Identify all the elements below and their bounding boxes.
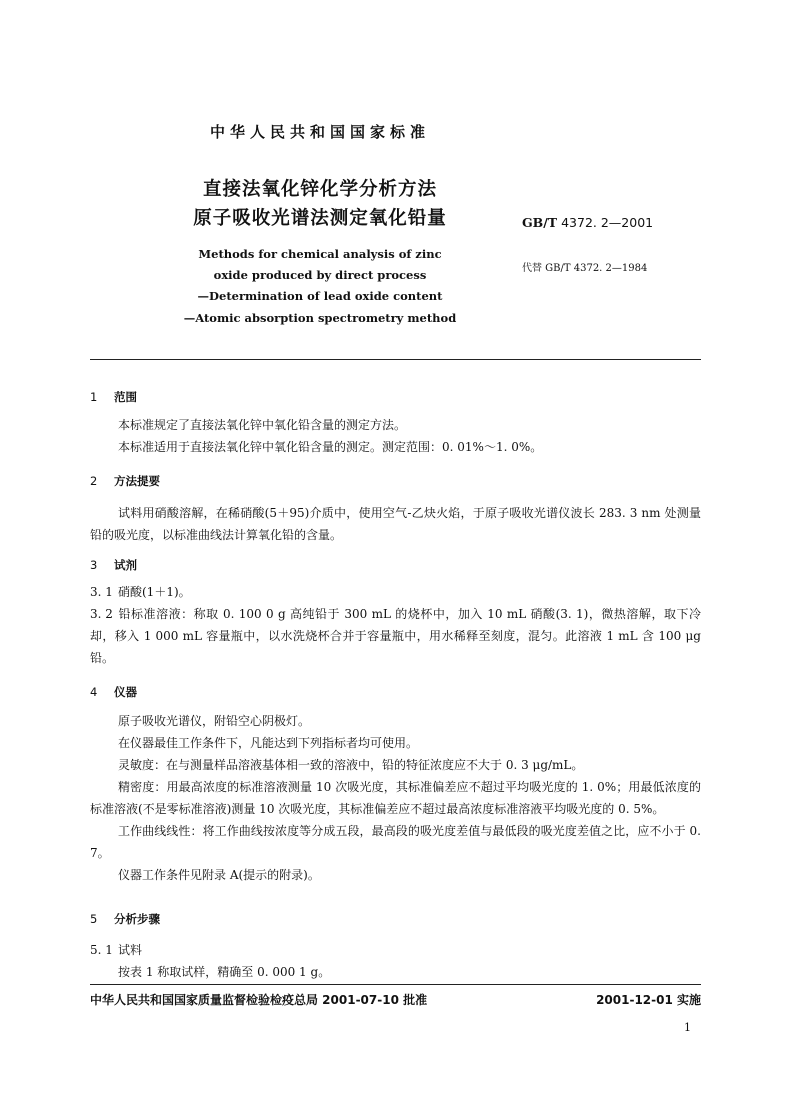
paragraph: 工作曲线线性：将工作曲线按浓度等分成五段，最高段的吸光度差值与最低段的吸光度差值之比，应不小于 0. 7。 <box>90 824 701 860</box>
title-en-line-1: Methods for chemical analysis of zinc <box>198 247 442 261</box>
title-cn-line-1: 直接法氧化锌化学分析方法 <box>202 179 437 200</box>
paragraph: 按表 1 称取试样，精确至 0. 000 1 g。 <box>118 965 331 979</box>
item-text: 硝酸(1＋1)。 <box>118 585 191 599</box>
issuing-nation: 中华人民共和国国家标准 <box>209 123 430 141</box>
section-number: 5 <box>90 912 98 926</box>
title-cn-line-2: 原子吸收光谱法测定氧化铅量 <box>193 208 447 229</box>
section-4-body <box>90 710 701 886</box>
section-1-body <box>90 414 701 458</box>
section-3-body <box>90 581 701 669</box>
section-title: 试剂 <box>114 558 137 572</box>
section-number: 4 <box>90 685 98 699</box>
section-number: 3 <box>90 558 98 572</box>
section-5-body <box>90 939 701 983</box>
standard-code-prefix: GB/T <box>522 215 558 230</box>
section-4-heading <box>90 684 137 700</box>
item-text: 试料 <box>118 943 143 957</box>
item-text: 铅标准溶液：称取 0. 100 0 g 高纯铅于 300 mL 的烧杯中，加入 10 mL 硝酸(3. 1)，微热溶解，取下冷却，移入 1 000 mL 容量瓶中，以水洗烧杯合并于容量瓶中，用水稀释至刻度，混匀。此溶液 1 mL 含 100 μg 铅。 <box>90 607 701 665</box>
item-number: 3. 1 <box>90 585 113 599</box>
paragraph: 本标准适用于直接法氧化锌中氧化铅含量的测定。测定范围：0. 01%～1. 0%。 <box>118 440 543 454</box>
section-2-heading <box>90 473 160 489</box>
standard-code <box>522 215 653 230</box>
reagent-item <box>90 581 701 603</box>
paragraph: 精密度：用最高浓度的标准溶液测量 10 次吸光度，其标准偏差应不超过平均吸光度的 1. 0%；用最低浓度的标准溶液(不是零标准溶液)测量 10 次吸光度，其标准偏差应不超过最高浓度标准溶液平均吸光度的 0. 5%。 <box>90 780 701 816</box>
replaces-standard: 代替 GB/T 4372. 2—1984 <box>522 263 648 274</box>
section-title: 仪器 <box>114 685 137 699</box>
item-number: 5. 1 <box>90 943 113 957</box>
title-en-line-2: oxide produced by direct process <box>213 268 427 282</box>
header-rule <box>90 359 701 360</box>
section-1-heading <box>90 389 137 405</box>
section-title: 方法提要 <box>114 474 160 488</box>
approval-line: 中华人民共和国国家质量监督检验检疫总局 2001-07-10 批准 <box>90 993 428 1007</box>
section-title: 范围 <box>114 390 137 404</box>
section-3-heading <box>90 557 137 573</box>
footer-rule <box>90 984 701 985</box>
subsection-heading <box>90 939 701 961</box>
title-en-line-3: —Determination of lead oxide content <box>197 289 443 303</box>
title-en-line-4: —Atomic absorption spectrometry method <box>183 311 457 325</box>
section-title: 分析步骤 <box>114 912 160 926</box>
paragraph: 试料用硝酸溶解，在稀硝酸(5＋95)介质中，使用空气-乙炔火焰，于原子吸收光谱仪波长 283. 3 nm 处测量铅的吸光度，以标准曲线法计算氧化铅的含量。 <box>90 506 701 542</box>
paragraph: 原子吸收光谱仪，附铅空心阴极灯。 <box>118 714 311 728</box>
effective-date: 2001-12-01 实施 <box>596 993 701 1007</box>
item-number: 3. 2 <box>90 607 113 621</box>
standard-code-number: 4372. 2—2001 <box>561 215 654 230</box>
paragraph: 灵敏度：在与测量样品溶液基体相一致的溶液中，铅的特征浓度应不大于 0. 3 μg/mL。 <box>118 758 584 772</box>
section-number: 2 <box>90 474 98 488</box>
paragraph: 本标准规定了直接法氧化锌中氧化铅含量的测定方法。 <box>118 418 407 432</box>
paragraph: 在仪器最佳工作条件下，凡能达到下列指标者均可使用。 <box>118 736 419 750</box>
paragraph: 仪器工作条件见附录 A(提示的附录)。 <box>118 868 320 882</box>
page-number: 1 <box>684 1021 691 1034</box>
section-2-body <box>90 502 701 546</box>
section-5-heading <box>90 911 160 927</box>
reagent-item <box>90 603 701 669</box>
section-number: 1 <box>90 390 98 404</box>
